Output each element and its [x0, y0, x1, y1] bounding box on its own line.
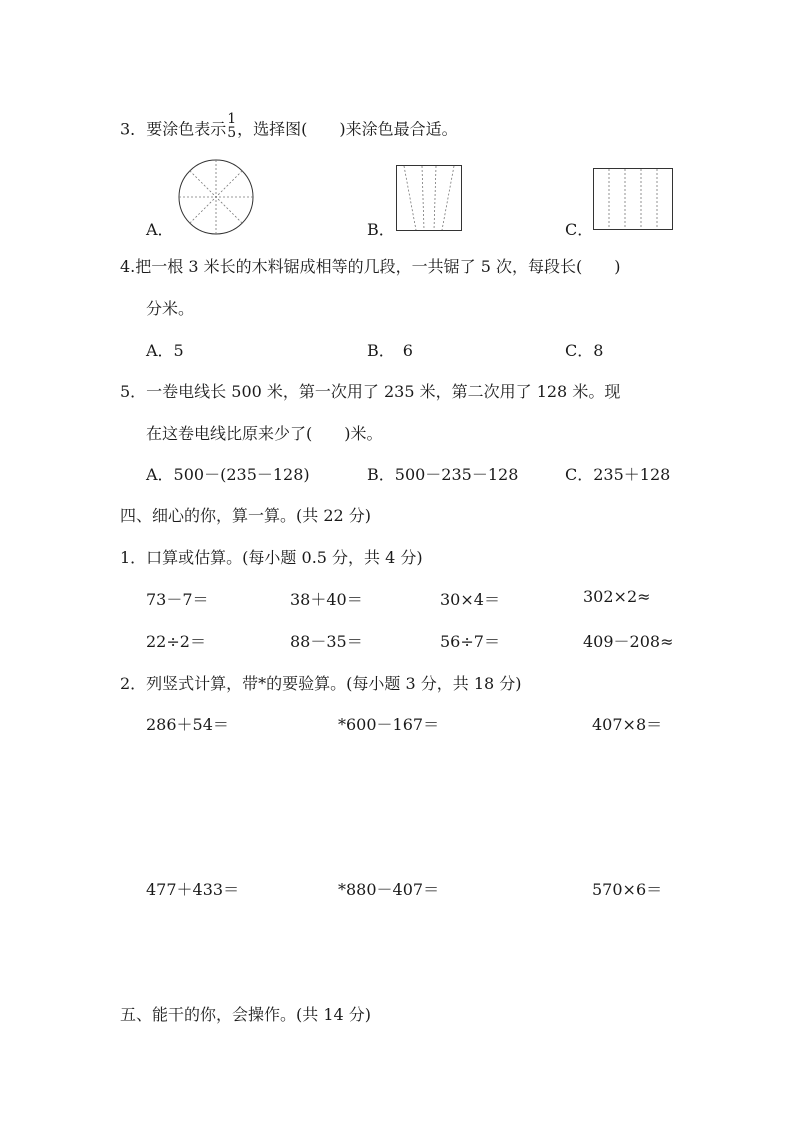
oral-calc-8: 409－208≈	[583, 632, 674, 651]
q3-text-after: ，选择图( )来涂色最合适。	[237, 119, 458, 139]
section4-part2-title: 2．列竖式计算，带*的要验算。(每小题 3 分，共 18 分)	[120, 674, 522, 693]
vertical-calc-6: 570×6＝	[592, 880, 663, 899]
q3-option-c-label: C．	[565, 220, 594, 239]
section4-part1-title: 1．口算或估算。(每小题 0.5 分，共 4 分)	[120, 548, 423, 567]
q5-option-b: B．500－235－128	[367, 465, 519, 484]
q3-option-b-label: B．	[367, 220, 395, 239]
q4-line1: 4.把一根 3 米长的木料锯成相等的几段，一共锯了 5 次，每段长( )	[120, 257, 621, 276]
q4-option-b: B． 6	[367, 341, 413, 360]
oral-calc-1: 73－7＝	[146, 590, 209, 609]
oral-calc-7: 56÷7＝	[440, 632, 500, 651]
q3-fraction-denominator: 5	[227, 125, 237, 141]
section4-title: 四、细心的你，算一算。(共 22 分)	[120, 506, 372, 525]
oral-calc-6: 88－35＝	[290, 632, 363, 651]
vertical-calc-3: 407×8＝	[592, 715, 663, 734]
q5-line1: 5．一卷电线长 500 米，第一次用了 235 米，第二次用了 128 米。现	[120, 382, 621, 401]
q3-figure-a-circle	[176, 157, 256, 237]
q3-figure-c-rectangle	[593, 168, 673, 230]
q5-line2: 在这卷电线比原来少了( )米。	[146, 424, 383, 443]
oral-calc-2: 38＋40＝	[290, 590, 363, 609]
vertical-calc-2: *600－167＝	[338, 715, 440, 734]
q3-stem	[120, 111, 458, 144]
q3-option-a-label: A．	[146, 220, 174, 239]
q4-option-a: A．5	[146, 341, 184, 360]
vertical-calc-5: *880－407＝	[338, 880, 440, 899]
q5-option-c: C．235＋128	[565, 465, 671, 484]
q4-option-c: C．8	[565, 341, 604, 360]
q4-line2: 分米。	[146, 299, 195, 318]
q3-fraction	[227, 112, 236, 140]
oral-calc-5: 22÷2＝	[146, 632, 206, 651]
q3-figure-b-square	[396, 165, 462, 231]
vertical-calc-4: 477＋433＝	[146, 880, 240, 899]
oral-calc-3: 30×4＝	[440, 590, 500, 609]
q3-number: 3．	[120, 119, 147, 139]
q5-option-a: A．500－(235－128)	[146, 465, 310, 484]
oral-calc-4: 302×2≈	[583, 587, 651, 606]
q3-text-before: 要涂色表示	[146, 119, 227, 139]
q3-fraction-numerator: 1	[227, 111, 237, 127]
section5-title: 五、能干的你，会操作。(共 14 分)	[120, 1005, 372, 1024]
vertical-calc-1: 286＋54＝	[146, 715, 229, 734]
